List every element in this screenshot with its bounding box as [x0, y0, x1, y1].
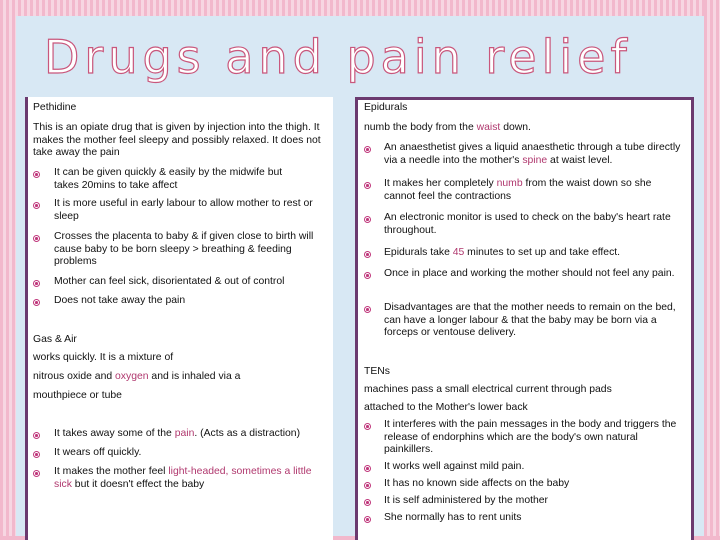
- pethidine-heading: Pethidine: [33, 102, 77, 113]
- bullet-icon: [33, 432, 40, 439]
- epidurals-bullet-2: It makes her completely numb from the waist down so she cannot feel the contractions: [384, 178, 652, 202]
- bullet-icon: [364, 516, 371, 523]
- bullet-icon: [33, 299, 40, 306]
- tens-bullet-3: It has no known side affects on the baby: [384, 478, 570, 489]
- gas-air-bullet-2: It wears off quickly.: [54, 447, 142, 458]
- pethidine-bullet-3: Crosses the placenta to baby & if given close to birth will cause baby to be born sleepy > breathing & feeding problems: [54, 231, 314, 267]
- pethidine-bullet-2: It is more useful in early labour to allow mother to rest or sleep: [54, 198, 313, 222]
- gas-air-heading: Gas & Air: [33, 334, 77, 345]
- bullet-icon: [33, 171, 40, 178]
- tens-bullet-2: It works well against mild pain.: [384, 461, 525, 472]
- slide-title: Drugs and pain relief: [44, 30, 632, 84]
- bullet-icon: [364, 251, 371, 258]
- bullet-icon: [364, 182, 371, 189]
- gas-air-bullet-3: It makes the mother feel light-headed, sometimes a little sick but it doesn't effect the baby: [54, 466, 312, 490]
- epidurals-bullet-6: Disadvantages are that the mother needs to remain on the bed, can have a longer labour & that the baby may be born via a forceps or ventouse delivery.: [384, 302, 676, 338]
- bullet-icon: [33, 451, 40, 458]
- tens-line-1: machines pass a small electrical current through pads: [364, 384, 612, 395]
- decorative-border-top: [0, 0, 720, 16]
- epidurals-bullet-3: An electronic monitor is used to check on the baby's heart rate throughout.: [384, 212, 671, 236]
- decorative-border-left: [0, 0, 16, 540]
- epidurals-bullet-5: Once in place and working the mother should not feel any pain.: [384, 268, 675, 279]
- bullet-icon: [33, 202, 40, 209]
- gas-air-line-1: works quickly. It is a mixture of: [33, 352, 174, 363]
- decorative-border-right: [704, 0, 720, 540]
- tens-heading: TENs: [364, 366, 390, 377]
- gas-air-bullet-1: It takes away some of the pain. (Acts as a distraction): [54, 428, 301, 439]
- bullet-icon: [364, 465, 371, 472]
- pethidine-bullet-4: Mother can feel sick, disorientated & out of control: [54, 276, 285, 287]
- bullet-icon: [364, 423, 371, 430]
- gas-air-line-3: mouthpiece or tube: [33, 390, 122, 401]
- bullet-icon: [364, 499, 371, 506]
- bullet-icon: [33, 235, 40, 242]
- bullet-icon: [33, 470, 40, 477]
- epidurals-intro: numb the body from the waist down.: [364, 122, 531, 133]
- pethidine-bullet-1: It can be given quickly & easily by the midwife but takes 20mins to take affect: [54, 167, 283, 191]
- epidurals-bullet-4: Epidurals take 45 minutes to set up and take effect.: [384, 247, 621, 258]
- gas-air-line-2: nitrous oxide and oxygen and is inhaled via a: [33, 371, 241, 382]
- bullet-icon: [364, 216, 371, 223]
- bullet-icon: [364, 272, 371, 279]
- bullet-icon: [33, 280, 40, 287]
- pethidine-intro: This is an opiate drug that is given by injection into the thigh. It makes the mother feel sleepy and possibly relaxed. It does not take away the pain: [33, 122, 321, 158]
- bullet-icon: [364, 482, 371, 489]
- epidurals-bullet-1: An anaesthetist gives a liquid anaesthetic through a tube directly via a needle into the mother's spine at waist level.: [384, 142, 681, 166]
- epidurals-heading: Epidurals: [364, 102, 408, 113]
- bullet-icon: [364, 306, 371, 313]
- tens-bullet-4: It is self administered by the mother: [384, 495, 549, 506]
- tens-bullet-5: She normally has to rent units: [384, 512, 522, 523]
- tens-line-2: attached to the Mother's lower back: [364, 402, 528, 413]
- bullet-icon: [364, 146, 371, 153]
- pethidine-bullet-5: Does not take away the pain: [54, 295, 186, 306]
- tens-bullet-1: It interferes with the pain messages in the body and triggers the release of endorphins which are the body's own natural painkillers.: [384, 419, 677, 455]
